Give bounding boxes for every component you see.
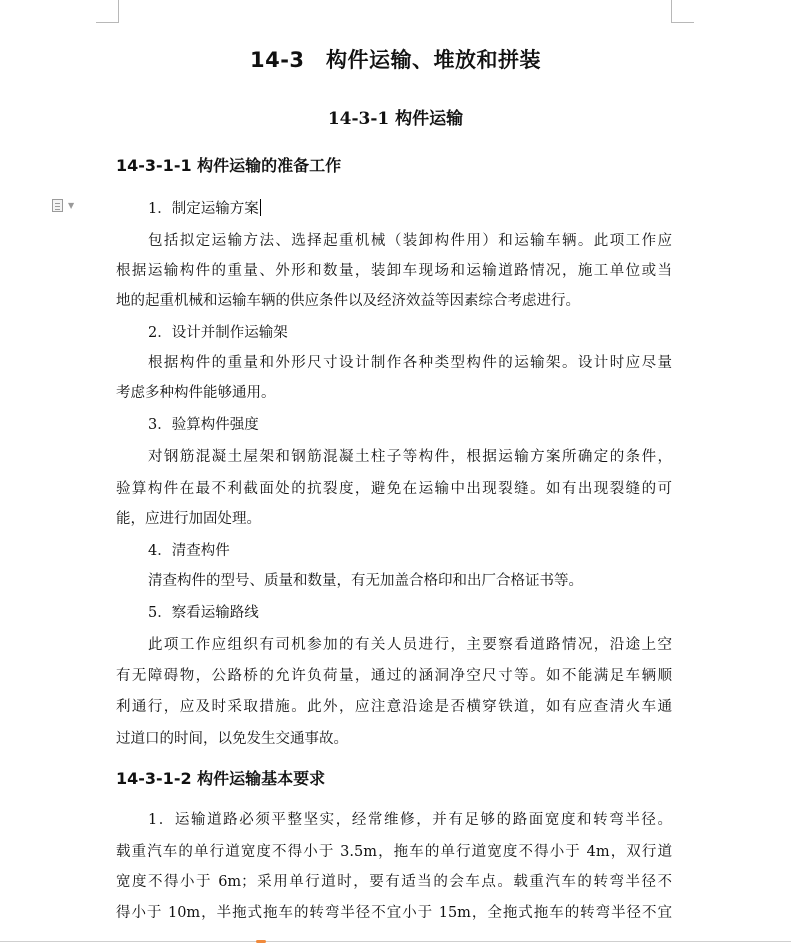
paragraph-line: 得小于 10m，半拖式拖车的转弯半径不宜小于 15m，全拖式拖车的转弯半径不宜 [116, 905, 672, 921]
paragraph-line: 清查构件的型号、质量和数量，有无加盖合格印和出厂合格证书等。 [148, 573, 583, 589]
crop-mark-top-right [671, 0, 694, 23]
text-cursor [260, 199, 261, 216]
paragraph-line: 验算构件在最不利截面处的抗裂度，避免在运输中出现裂缝。如有出现裂缝的可 [116, 481, 672, 497]
list-item-5: 5．察看运输路线 [148, 605, 259, 621]
crop-mark-top-left [96, 0, 119, 23]
paragraph-line: 此项工作应组织有司机参加的有关人员进行，主要察看道路情况，沿途上空 [148, 637, 672, 653]
list-item-2: 2．设计并制作运输架 [148, 325, 288, 341]
paragraph-line: 宽度不得小于 6m；采用单行道时，要有适当的会车点。载重汽车的转弯半径不 [116, 874, 672, 890]
paragraph-line: 包括拟定运输方法、选择起重机械（装卸构件用）和运输车辆。此项工作应 [148, 233, 672, 249]
paragraph-line: 能，应进行加固处理。 [116, 511, 261, 527]
subsection-heading-2: 14-3-1-2 构件运输基本要求 [116, 769, 326, 788]
paragraph-line: 过道口的时间，以免发生交通事故。 [116, 731, 348, 747]
chapter-title: 14-3 构件运输、堆放和拼装 [249, 48, 542, 72]
subsection-heading-1: 14-3-1-1 构件运输的准备工作 [116, 156, 342, 175]
scroll-indicator [256, 940, 266, 943]
paragraph-format-icon[interactable] [52, 199, 63, 212]
paragraph-line: 有无障碍物，公路桥的允许负荷量，通过的涵洞净空尺寸等。如不能满足车辆顺 [116, 668, 672, 684]
section-title: 14-3-1 构件运输 [327, 109, 464, 129]
paragraph-line: 地的起重机械和运输车辆的供应条件以及经济效益等因素综合考虑进行。 [116, 293, 580, 309]
paragraph-line: 根据构件的重量和外形尺寸设计制作各种类型构件的运输架。设计时应尽量 [148, 355, 672, 371]
paragraph-line: 对钢筋混凝土屋架和钢筋混凝土柱子等构件，根据运输方案所确定的条件， [148, 449, 672, 465]
paragraph-line: 利通行，应及时采取措施。此外，应注意沿途是否横穿铁道，如有应查清火车通 [116, 699, 672, 715]
paragraph-line: 1．运输道路必须平整坚实，经常维修，并有足够的路面宽度和转弯半径。 [148, 812, 672, 828]
paragraph-line: 载重汽车的单行道宽度不得小于 3.5m，拖车的单行道宽度不得小于 4m，双行道 [116, 844, 672, 860]
paragraph-line: 考虑多种构件能够通用。 [116, 385, 276, 401]
paragraph-line: 根据运输构件的重量、外形和数量，装卸车现场和运输道路情况，施工单位或当 [116, 263, 672, 279]
page-bottom-edge [0, 941, 791, 942]
list-item-4: 4．清查构件 [148, 543, 230, 559]
chevron-down-icon[interactable]: ▼ [68, 201, 75, 210]
list-item-1[interactable]: 1．制定运输方案 [148, 201, 259, 217]
list-item-3: 3．验算构件强度 [148, 417, 259, 433]
